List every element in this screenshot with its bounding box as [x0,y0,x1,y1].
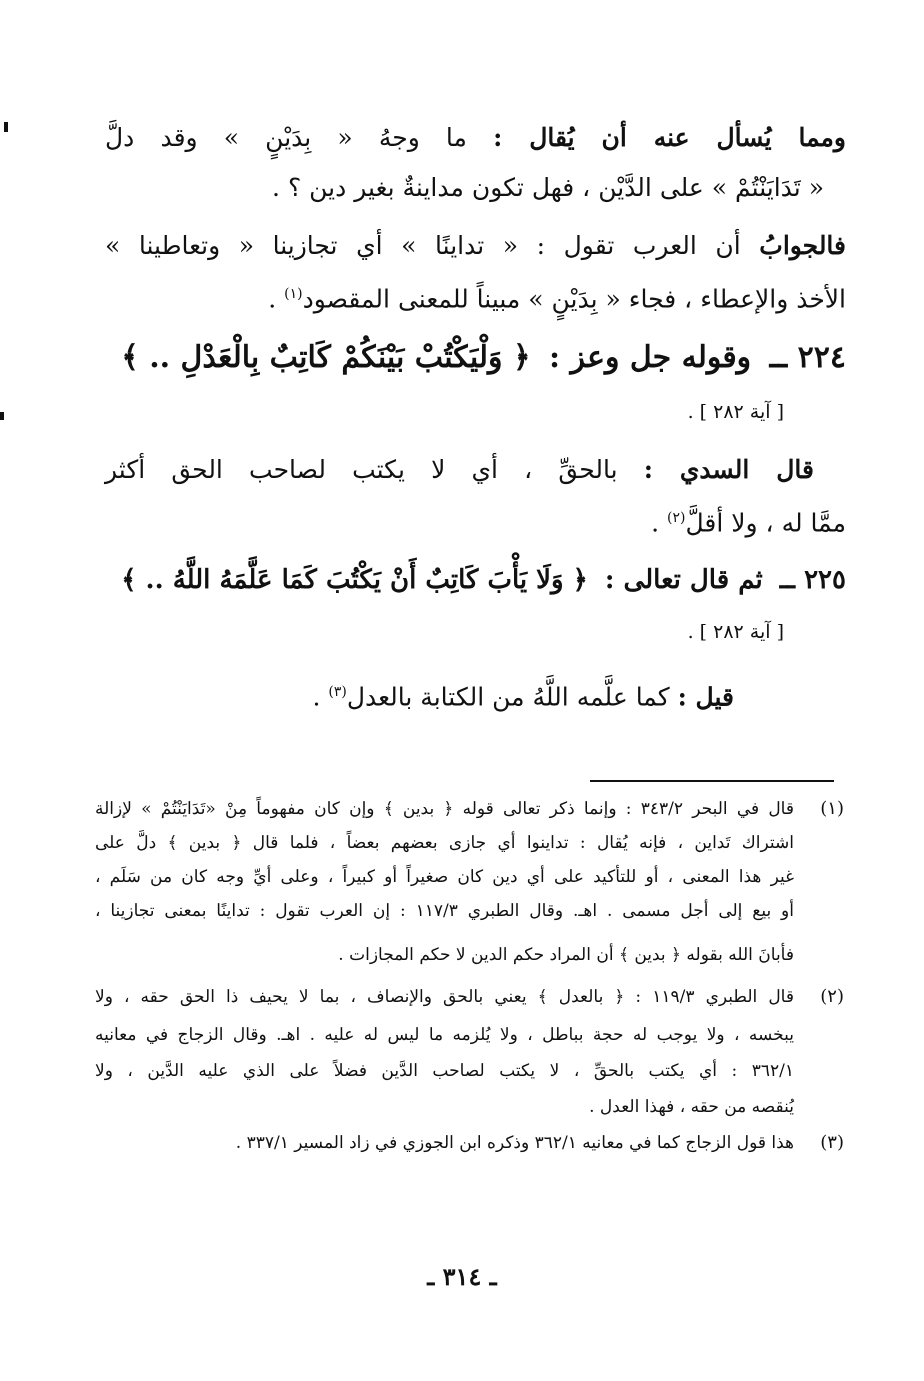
entry-225-answer-line-1 [105,672,734,717]
footnote-2-line: يبخسه ، ولا يوجب له حجة بباطل ، ولا يُلزمه ما ليس له عليه . اهـ. وقال الزجاج في معانيه [95,1025,794,1045]
footnote-1-line: غير هذا المعنى ، أو للتأكيد على أي دين كان صغيراً أو كبيراً ، وعلى أيِّ وجه كان من سَلَم ، [95,867,794,887]
answer-lead: فالجوابُ [759,231,846,260]
footnote-2-line: ٣٦٢/١ : أي يكتب بالحقِّ ، لا يكتب لصاحب الدَّين فضلاً على الذي عليه الدَّين ، ولا [95,1061,794,1081]
footnote-ref-3: (٣) [328,684,347,700]
footnote-2-line: قال الطبري ١١٩/٣ : ﴿ بالعدل ﴾ يعني بالحق والإنصاف ، بما لا يحيف ذا الحق حقه ، ولا [95,987,794,1007]
footnote-3-line: هذا قول الزجاج كما في معانيه ٣٦٢/١ وذكره ابن الجوزي في زاد المسير ٣٣٧/١ . [235,1133,794,1153]
answer-text-2: الأخذ والإعطاء ، فجاء « بِدَيْنٍ » مبيناً للمعنى المقصود [302,284,846,314]
answer-line-2 [105,274,846,319]
entry-225-ref: [ آية ٢٨٢ ] . [687,621,784,643]
entry-224-answer-text: بالحقِّ ، أي لا يكتب لصاحب الحق أكثر [105,455,618,484]
entry-225-number: ٢٢٥ ــ [779,565,846,595]
answer-end-2: . [268,284,285,314]
footnote-separator [590,780,834,782]
footnote-ref-1: (١) [284,286,303,302]
entry-225-heading [105,556,846,604]
entry-224-answer-lead: قال السدي : [643,455,815,484]
margin-mark [0,412,4,420]
entry-224-ref: [ آية ٢٨٢ ] . [687,401,784,423]
footnote-2-number: (٢) [820,986,844,1007]
footnote-1-line: اشتراك تَداين ، فإنه يُقال : تداينوا أي جازى بعضهم بعضاً ، فلما قال ﴿ بدين ﴾ دلَّ على [95,833,794,853]
entry-224-intro: وقوله جل وعز : [549,340,752,375]
footnote-1-line: أو بيع إلى أجل مسمى . اهـ. وقال الطبري ١١٧/٣ : إن العرب تقول : تداينًا بمعنى تجازينا ، [95,901,794,921]
entry-224-answer-end: . [651,508,668,538]
entry-225-verse: ﴿ وَلَا يَأْبَ كَاتِبٌ أَنْ يَكْتُبَ كَمَا عَلَّمَهُ اللَّهُ .. ﴾ [121,565,588,595]
entry-224-heading [105,334,846,382]
footnote-3-number: (٣) [820,1132,844,1153]
entry-225-answer-end: . [312,682,329,712]
question-line-2: « تَدَايَنْتُمْ » على الدَّيْن ، فهل تكون مداينةٌ بغير دين ؟ . [272,173,824,202]
footnote-1-line: فأبانَ الله بقوله ﴿ بدين ﴾ أن المراد حكم الدين لا حكم المجازات . [338,945,794,965]
question-text: ما وجهُ « بِدَيْنٍ » وقد دلَّ [105,123,467,152]
entry-224-answer-text-2: ممَّا له ، ولا أقلَّ [685,508,846,538]
answer-text: أن العرب تقول : « تداينًا » أي تجازينا « وتعاطينا » [105,231,741,260]
entry-225-intro: ثم قال تعالى : [604,565,763,595]
question-lead: ومما يُسأل عنه أن يُقال : [493,123,846,152]
footnote-ref-2: (٢) [667,510,686,526]
entry-225-answer-lead: قيل : [677,682,734,712]
footnote-1-line: قال في البحر ٣٤٣/٢ : وإنما ذكر تعالى قوله ﴿ بدين ﴾ وإن كان مفهوماً مِنْ «تَدَايَنْتُمْ » لإزالة [95,799,794,819]
page-number: ـ ٣١٤ ـ [427,1262,497,1291]
entry-224-answer-line-1 [105,450,814,490]
answer-line-1 [105,226,846,266]
entry-224-answer-line-2 [105,498,846,543]
entry-225-answer-text: كما علَّمه اللَّهُ من الكتابة بالعدل [346,682,670,712]
entry-224-number: ٢٢٤ ــ [769,340,846,375]
footnote-2-line: يُنقصه من حقه ، فهذا العدل . [589,1097,794,1117]
question-line-1 [105,118,846,158]
entry-224-verse: ﴿ وَلْيَكْتُبْ بَيْنَكُمْ كَاتِبٌ بِالْعَدْلِ .. ﴾ [121,340,531,375]
footnote-1-number: (١) [820,798,844,819]
margin-mark [4,122,8,132]
